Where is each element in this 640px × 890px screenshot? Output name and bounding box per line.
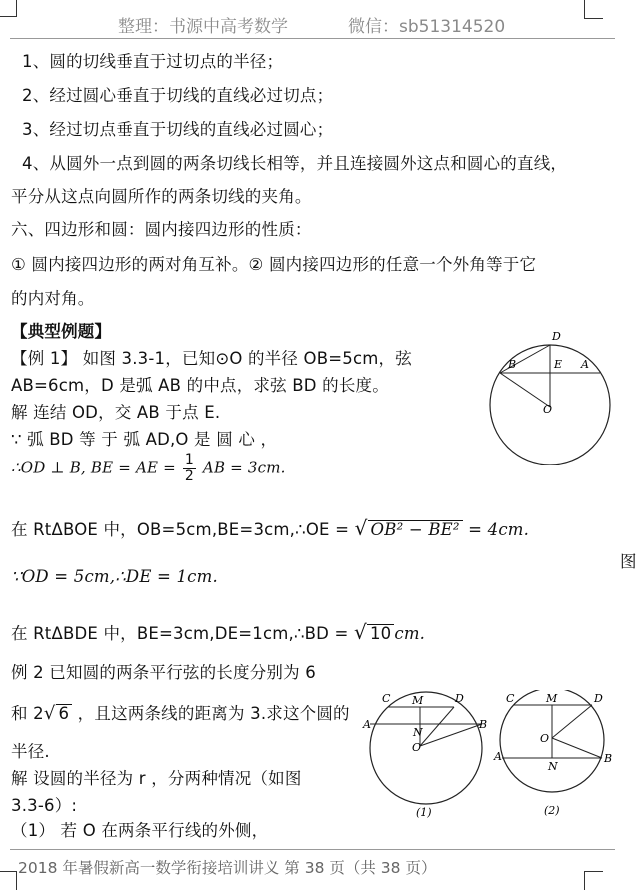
fig2-label-o: O <box>412 741 422 754</box>
property-1: 1、圆的切线垂直于过切点的半径； <box>22 52 284 71</box>
example2-line-1: 例 2 已知圆的两条平行弦的长度分别为 6 <box>11 663 316 682</box>
example1-line-5 <box>11 453 286 483</box>
fig2-label-d: D <box>455 692 464 705</box>
eq-od-perp: ∴OD ⊥ B, BE = AE = <box>11 458 176 477</box>
corner-mark-top-right <box>584 0 603 19</box>
eq-oe-4cm: = 4cm. <box>468 520 530 539</box>
figure-3-3-1 <box>485 325 620 465</box>
example1-line-1: 【例 1】 如图 3.3-1，已知⊙O 的半径 OB=5cm，弦 <box>11 349 412 368</box>
fig3-label-o: O <box>540 732 550 745</box>
quad-property-line-2: 的内对角。 <box>11 289 95 308</box>
radicand-10: 10 <box>367 624 394 643</box>
fig1-label-o: O <box>543 403 553 416</box>
fig3-caption: (2) <box>544 804 560 817</box>
example2-line-6: （1） 若 O 在两条平行线的外侧， <box>11 821 269 840</box>
fig3-ob <box>552 738 602 758</box>
header-rule <box>10 38 615 39</box>
quad-property-line-1: ① 圆内接四边形的两对角互补。② 圆内接四边形的任意一个外角等于它 <box>11 255 537 274</box>
property-2: 2、经过圆心垂直于切线的直线必过切点； <box>22 86 334 105</box>
radicand-ob-be: OB² − BE² <box>368 520 463 539</box>
radicand-6: 6 <box>56 704 73 723</box>
example1-line-4: ∵ 弧 BD 等 于 弧 AD,O 是 圆 心 ， <box>11 430 278 449</box>
fig1-label-a: A <box>581 358 589 371</box>
example1-line-2: AB=6cm，D 是弧 AB 的中点，求弦 BD 的长度。 <box>11 376 389 395</box>
fig2-label-c: C <box>382 692 391 705</box>
property-4: 4、从圆外一点到圆的两条切线长相等，并且连接圆外这点和圆心的直线， <box>22 154 568 173</box>
fraction-numerator: 1 <box>184 452 194 468</box>
fig3-label-b: B <box>604 752 613 765</box>
footer-text: 2018 年暑假新高一数学衔接培训讲义 第 38 页（共 38 页） <box>18 859 437 877</box>
example2-line-5: 3.3-6）: <box>11 796 78 815</box>
example2-line-2: 和 2√ 6 ，且这两条线的距离为 3.求这个圆的 <box>11 703 350 724</box>
property-3: 3、经过切点垂直于切线的直线必过圆心； <box>22 120 334 139</box>
fig2-label-a: A <box>363 718 371 731</box>
eq-ab-3cm: AB = 3cm. <box>202 458 286 477</box>
fig3-label-d: D <box>594 692 603 705</box>
fig3-label-c: C <box>506 692 515 705</box>
header-left: 整理：书源中高考数学 <box>118 17 288 37</box>
footer-rule <box>10 849 615 850</box>
example1-line-7: ∵OD = 5cm,∴DE = 1cm. <box>11 567 218 586</box>
fig1-label-d: D <box>552 330 561 343</box>
eq-rt-boe: 在 RtΔBOE 中，OB=5cm,BE=3cm,∴OE = <box>11 520 350 539</box>
eq-rt-bde: 在 RtΔBDE 中，BE=3cm,DE=1cm,∴BD = <box>11 624 349 643</box>
fig1-ob <box>500 373 550 407</box>
corner-mark-top-left <box>0 0 17 17</box>
header-right: 微信：sb51314520 <box>348 17 506 37</box>
fig3-od <box>552 705 592 738</box>
fig3-label-a: A <box>494 750 502 763</box>
fig1-label-b: B <box>508 358 517 371</box>
fig2-caption: (1) <box>416 806 432 819</box>
figure-3-3-6-part-1 <box>362 690 492 820</box>
figure-side-label: 图 <box>620 552 637 571</box>
fig2-circle <box>370 692 482 804</box>
property-4-cont: 平分从这点向圆所作的两条切线的夹角。 <box>11 187 312 206</box>
fig1-label-e: E <box>554 358 563 371</box>
fraction-one-half <box>183 453 196 483</box>
eq-bd-cm: cm. <box>394 624 426 643</box>
fig2-label-b: B <box>479 718 488 731</box>
example2-line-2-rest: ，且这两条线的距离为 3.求这个圆的 <box>77 704 350 723</box>
fig2-label-n: N <box>413 726 423 739</box>
fig3-label-m: M <box>546 692 558 705</box>
example1-line-6: 在 RtΔBOE 中，OB=5cm,BE=3cm,∴OE = √ OB² − BE² = 4cm. <box>11 516 530 540</box>
example2-line-3: 半径. <box>11 742 50 761</box>
section-six-title: 六、四边形和圆：圆内接四边形的性质： <box>11 220 312 239</box>
fraction-denominator: 2 <box>184 467 194 484</box>
corner-mark-bottom-left <box>0 871 17 890</box>
fig2-label-m: M <box>412 694 424 707</box>
corner-mark-bottom-right <box>584 871 603 890</box>
typical-examples-heading: 【典型例题】 <box>11 322 112 341</box>
example1-line-3: 解 连结 OD，交 AB 于点 E. <box>11 403 221 422</box>
example1-line-8: 在 RtΔBDE 中，BE=3cm,DE=1cm,∴BD = √ 10 cm. <box>11 620 426 644</box>
eq-two-root-six-prefix: 和 2 <box>11 704 44 723</box>
figure-3-3-6-part-2 <box>490 690 620 820</box>
fig3-label-n: N <box>548 760 558 773</box>
example2-line-4: 解 设圆的半径为 r ，分两种情况（如图 <box>11 769 302 788</box>
